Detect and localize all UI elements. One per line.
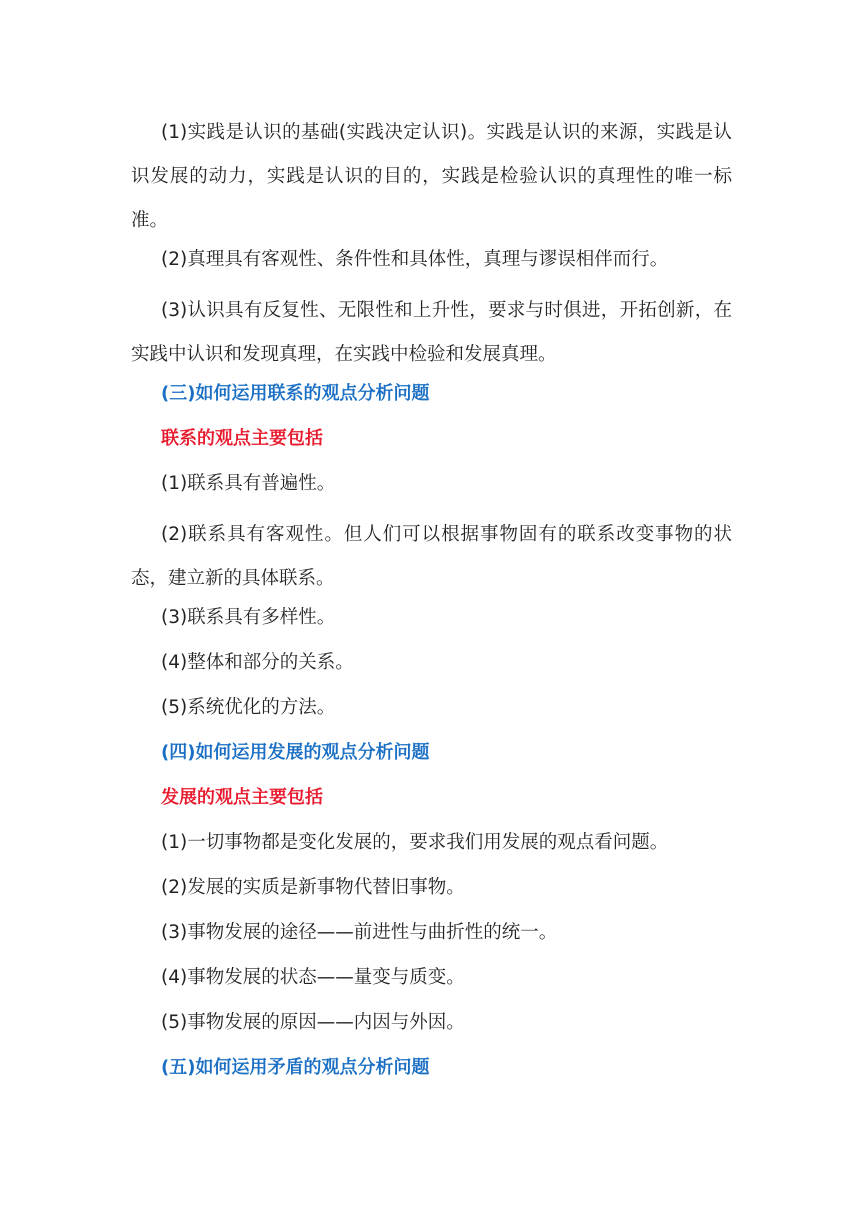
paragraph-practice-basis: (1)实践是认识的基础(实践决定认识)。实践是认识的来源，实践是认识发展的动力，实践是认识的目的，实践是检验认识的真理性的唯一标准。: [131, 122, 732, 231]
paragraph-truth-properties: (2)真理具有客观性、条件性和具体性，真理与谬误相伴而行。: [161, 249, 669, 270]
section-heading-development: (四)如何运用发展的观点分析问题: [161, 742, 430, 763]
list-item-development-4: (4)事物发展的状态——量变与质变。: [161, 967, 465, 988]
subheading-development: 发展的观点主要包括: [161, 787, 323, 808]
subheading-connection: 联系的观点主要包括: [161, 428, 323, 449]
list-item-development-5: (5)事物发展的原因——内因与外因。: [161, 1012, 465, 1033]
list-item-development-1: (1)一切事物都是变化发展的，要求我们用发展的观点看问题。: [161, 832, 669, 853]
list-item-connection-4: (4)整体和部分的关系。: [161, 652, 354, 673]
list-item-development-3: (3)事物发展的途径——前进性与曲折性的统一。: [161, 922, 558, 943]
list-item-connection-2: (2)联系具有客观性。但人们可以根据事物固有的联系改变事物的状态，建立新的具体联系。: [131, 524, 732, 589]
list-item-development-2: (2)发展的实质是新事物代替旧事物。: [161, 877, 465, 898]
section-heading-contradiction: (五)如何运用矛盾的观点分析问题: [161, 1057, 430, 1078]
list-item-connection-1: (1)联系具有普遍性。: [161, 473, 336, 494]
list-item-connection-3: (3)联系具有多样性。: [161, 607, 336, 628]
list-item-connection-5: (5)系统优化的方法。: [161, 697, 336, 718]
section-heading-connection: (三)如何运用联系的观点分析问题: [161, 383, 430, 404]
paragraph-cognition-properties: (3)认识具有反复性、无限性和上升性，要求与时俱进，开拓创新，在实践中认识和发现真理，在实践中检验和发展真理。: [131, 300, 732, 365]
